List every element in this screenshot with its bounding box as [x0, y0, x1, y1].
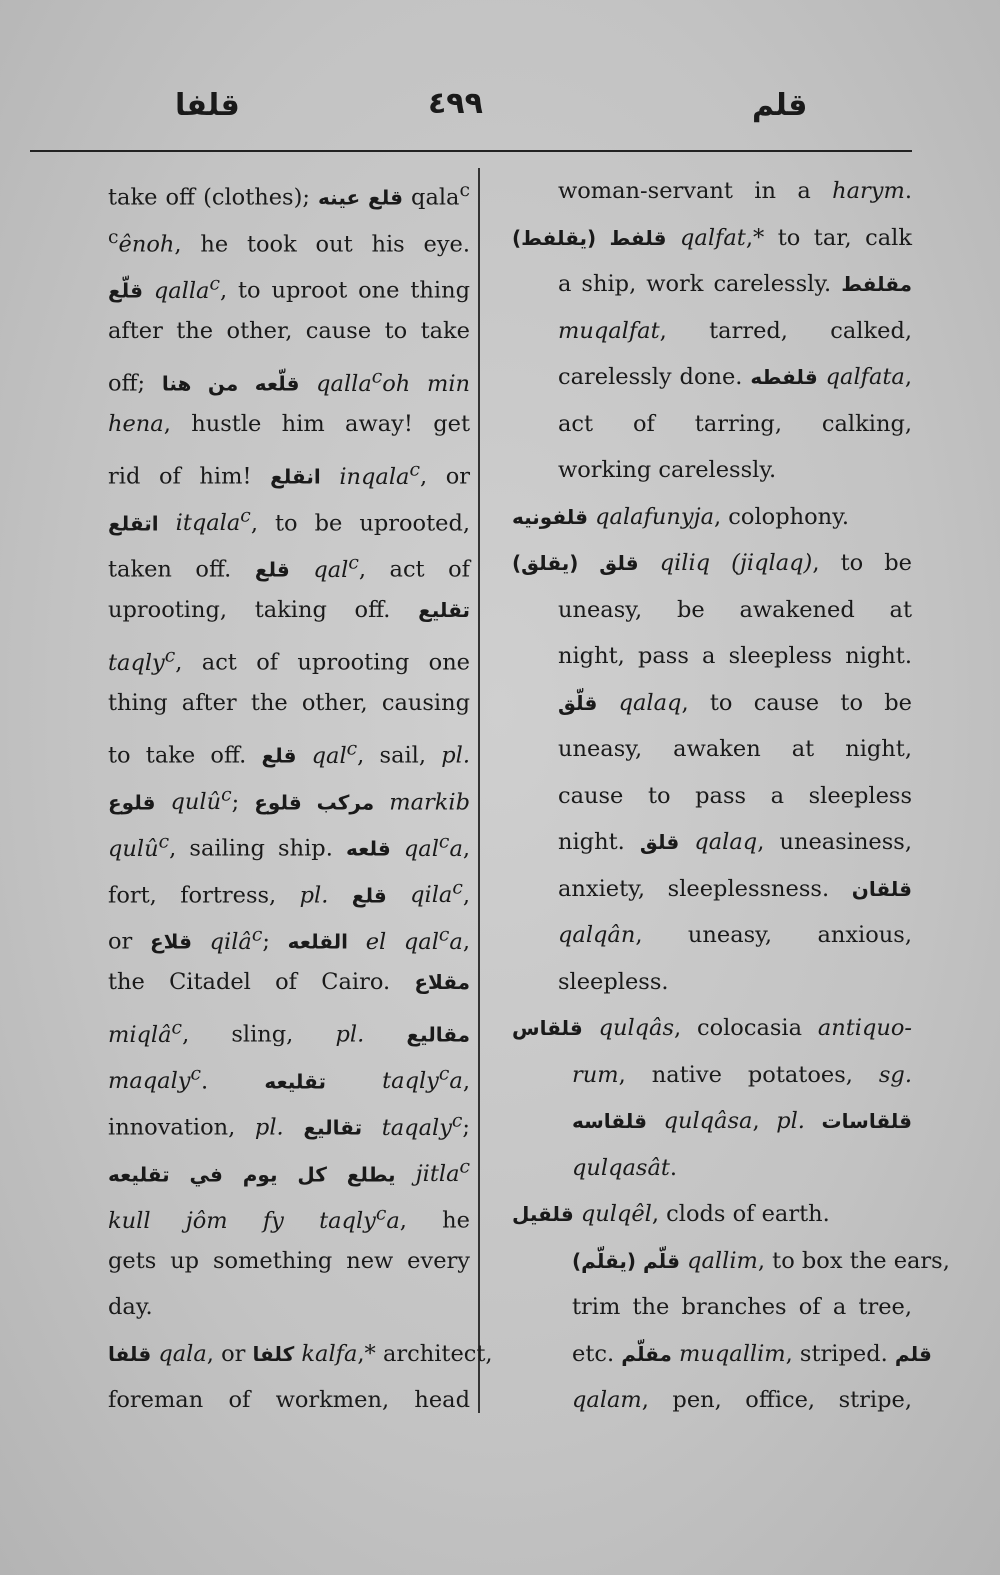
left-column-line: qulû$^c$, sailing ship. قلعه qal$^c$a, — [108, 831, 471, 862]
header-right-word: قلم — [752, 88, 808, 123]
right-column-line: working carelessly. — [558, 457, 777, 483]
left-column — [108, 168, 493, 1424]
left-column-line: off; قلّعه من هنا qalla$^c$oh min — [108, 366, 471, 397]
left-column-line: uprooting, taking off. تقليع — [108, 596, 470, 623]
right-column-line: قلّق qalaq, to cause to be — [558, 689, 912, 716]
right-column-line: rum, native potatoes, sg. — [572, 1061, 912, 1088]
left-column-line: اتقلع itqala$^c$, to be uprooted, — [108, 505, 470, 536]
right-column-line: qalam, pen, office, stripe, — [572, 1387, 912, 1413]
left-column-line: day. — [108, 1294, 153, 1320]
page-header — [0, 78, 1000, 138]
header-left-word: قلفا — [175, 88, 240, 123]
right-column-line: muqalfat, tarred, calked, — [558, 317, 912, 344]
right-column-line: qulqasât. — [572, 1154, 678, 1181]
left-column-line: rid of him! انقلع inqala$^c$, or — [108, 459, 471, 490]
right-column-line: قلّم (يقلّم) qallim, to box the ears, — [572, 1247, 950, 1274]
left-column-line: يطلع كل يوم في تقليعه jitla$^c$ — [108, 1156, 471, 1187]
page-number: ٤٩٩ — [428, 86, 483, 121]
left-column-line: kull jôm fy taqly$^c$a, he — [108, 1203, 470, 1234]
right-column-line: قلقيل qulqêl, clods of earth. — [512, 1201, 830, 1227]
left-column-line: قلوع qulû$^c$; مركب قلوع markib — [108, 784, 470, 815]
left-column-line: to take off. قلع qal$^c$, sail, pl. — [108, 738, 471, 769]
left-column-line: قلفا qala, or كلفا kalfa,* architect, — [108, 1340, 493, 1367]
right-column-line: anxiety, sleeplessness. قلقان — [558, 875, 912, 902]
header-rule — [30, 150, 912, 152]
right-column-line: night, pass a sleepless night. — [558, 643, 912, 669]
right-column — [512, 168, 950, 1424]
left-column-line: taqly$^c$, act of uprooting one — [108, 645, 470, 676]
left-column-line: foreman of workmen, head — [108, 1387, 470, 1413]
left-column-line: $^c$ênoh, he took out his eye. — [108, 226, 470, 257]
right-column-line: act of tarring, calking, — [558, 410, 912, 437]
right-column-line: قلفونيه qalafunyja, colophony. — [512, 503, 849, 530]
left-column-line: hena, hustle him away! get — [108, 410, 470, 437]
left-column-line: gets up something new every — [108, 1247, 470, 1274]
right-column-line: قلقاسه qulqâsa, pl. قلقاسات — [572, 1108, 912, 1134]
right-column-line: carelessly done. قلفطه qalfata, — [558, 364, 912, 390]
right-column-line: trim the branches of a tree, — [572, 1294, 912, 1320]
right-column-line: etc. مقلّم muqallim, striped. قلم — [572, 1340, 932, 1367]
left-column-line: maqaly$^c$. تقليعه taqly$^c$a, — [108, 1063, 470, 1094]
right-column-line: woman-servant in a harym. — [558, 178, 912, 204]
right-column-line: uneasy, awaken at night, — [558, 736, 912, 762]
right-column-line: sleepless. — [558, 968, 669, 995]
right-column-line: uneasy, be awakened at — [558, 596, 912, 623]
right-column-line: night. قلق qalaq, uneasiness, — [558, 829, 912, 855]
column-divider — [478, 168, 480, 1413]
left-column-line: taken off. قلع qal$^c$, act of — [108, 552, 471, 583]
right-column-line: قلق (يقلق) qiliq (jiqlaq), to be — [512, 550, 912, 576]
right-column-line: cause to pass a sleepless — [558, 782, 912, 809]
left-column-line: take off (clothes); قلع عينه qala$^c$ — [108, 180, 470, 211]
right-column-line: qalqân, uneasy, anxious, — [558, 922, 912, 948]
left-column-line: after the other, cause to take — [108, 317, 470, 344]
left-column-line: the Citadel of Cairo. مقلاع — [108, 968, 470, 995]
left-column-line: innovation, pl. تقاليع taqaly$^c$; — [108, 1110, 471, 1141]
left-column-line: or قلاع qilâ$^c$; القلعه el qal$^c$a, — [108, 924, 470, 955]
left-column-line: miqlâ$^c$, sling, pl. مقاليع — [108, 1017, 470, 1048]
right-column-line: قلفط (يقلفط) qalfat,* to tar, calk — [512, 224, 912, 251]
right-column-line: قلقاس qulqâs, colocasia antiquo- — [512, 1015, 912, 1041]
left-column-line: thing after the other, causing — [108, 689, 470, 716]
right-column-line: a ship, work carelessly. مقلفط — [558, 271, 912, 297]
left-column-line: fort, fortress, pl. قلع qila$^c$, — [108, 877, 470, 908]
left-column-line: قلّع qalla$^c$, to uproot one thing — [108, 273, 470, 304]
